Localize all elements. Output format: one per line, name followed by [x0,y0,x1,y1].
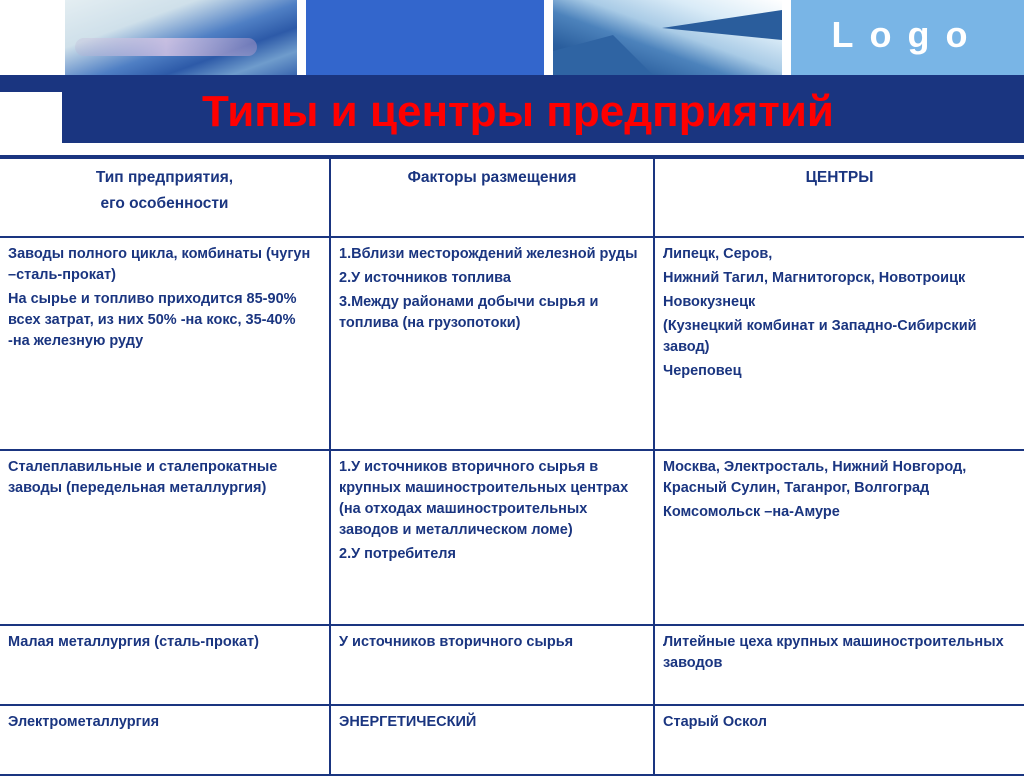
header-factors-label: Факторы размещения [407,169,577,186]
cell-factors [330,705,654,775]
header-image-city [553,0,782,75]
cell-text: Новокузнецк [663,294,756,310]
cell-centers [654,705,1024,775]
header-type [0,159,330,237]
banner-left-strip [0,75,64,92]
cell-text: 1.У источников вторичного сырья в крупных машиностроительных центрах (на отходах машиностроительных заводов и металлическом ломе) [339,459,629,538]
cell-factors [330,450,654,625]
table-row [0,625,1024,705]
cell-text: Череповец [663,363,742,379]
cell-centers [654,625,1024,705]
table-row [0,237,1024,450]
cell-factors [330,237,654,450]
cell-text: Москва, Электросталь, Нижний Новгород, Красный Сулин, Таганрог, Волгоград [663,459,967,496]
cell-text: 1.Вблизи месторождений железной руды [339,246,638,262]
cell-type [0,705,330,775]
logo [791,0,1024,75]
cell-text: Заводы полного цикла, комбинаты (чугун –сталь-прокат) [8,246,311,283]
cell-text: На сырье и топливо приходится 85-90% всех затрат, из них 50% -на кокс, 35-40% -на железную руду [8,291,297,349]
header-image-hands [65,0,297,75]
cell-text: Старый Оскол [663,714,767,730]
cell-text: 3.Между районами добычи сырья и топлива (на грузопотоки) [339,294,599,331]
header-factors [330,159,654,237]
cell-factors [330,625,654,705]
table-row [0,450,1024,625]
header-type-line2: его особенности [100,195,229,212]
cell-text: Сталеплавильные и сталепрокатные заводы (передельная металлургия) [8,459,278,496]
cell-text: Комсомольск –на-Амуре [663,504,840,520]
logo-text: Logo [831,14,984,55]
cell-type [0,237,330,450]
enterprises-table [0,159,1024,776]
cell-text: Нижний Тагил, Магнитогорск, Новотроицк [663,270,966,286]
cell-text: 2.У источников топлива [339,270,511,286]
cell-text: Липецк, Серов, [663,246,773,262]
header-blue-block [306,0,544,75]
cell-type [0,625,330,705]
cell-centers [654,237,1024,450]
cell-text: Малая металлургия (сталь-прокат) [8,634,259,650]
header-centers-label: ЦЕНТРЫ [805,169,874,186]
cell-centers [654,450,1024,625]
header-type-line1: Тип предприятия, [95,169,234,186]
cell-text: (Кузнецкий комбинат и Западно-Сибирский завод) [663,318,977,355]
cell-text: Литейные цеха крупных машиностроительных заводов [663,634,1004,671]
table-row [0,705,1024,775]
header-centers [654,159,1024,237]
table-header-row [0,159,1024,237]
page-title: Типы и центры предприятий [202,87,834,136]
cell-text: У источников вторичного сырья [339,634,574,650]
cell-type [0,450,330,625]
cell-text: ЭНЕРГЕТИЧЕСКИЙ [339,714,477,730]
cell-text: 2.У потребителя [339,546,456,562]
cell-text: Электрометаллургия [8,714,160,730]
